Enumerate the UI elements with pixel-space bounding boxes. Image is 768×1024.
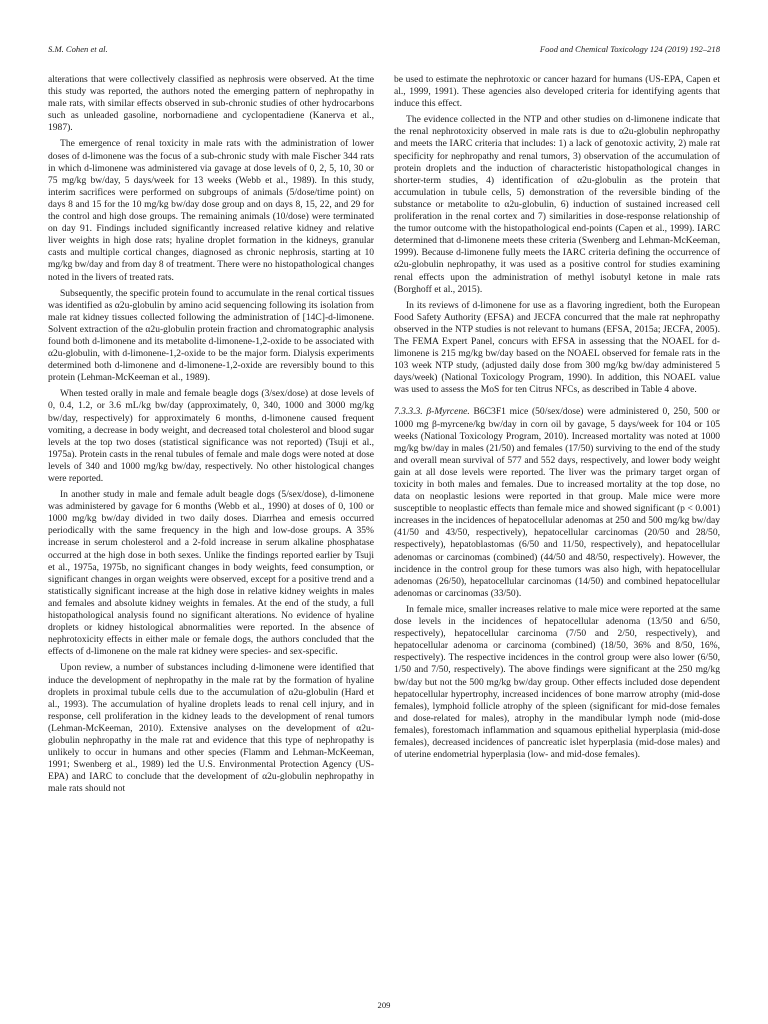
paragraph: In another study in male and female adult beagle dogs (5/sex/dose), d-limonene was administered by gavage for 6 months (Webb et al., 1990) at doses of 0, 100 or 1000 mg/kg bw/day divided in two daily doses. Diarrhea and emesis occurred periodically with the same frequency in the high and low-dose groups. A 35% increase in serum cholesterol and a 2-fold increase in serum alkaline phosphatase occurred at the high dose in both sexes. Unlike the findings reported earlier by Tsuji et al., 1975a, 1975b, no significant changes in body weights, feed consumption, or significant changes in organ weights were observed, except for a positive trend and a statistically significant increase at the high dose in relative kidney weights in males and females and absolute kidney weights in females. At the end of the study, a full histopathological analysis found no significant alterations. No evidence of hyaline droplets or kidney histological abnormalities were reported. In the absence of nephrotoxicity effects in either male or female dogs, the authors concluded that the effects of d-limonene on the male rat kidney were species- and sex-specific. (48, 489, 374, 658)
paragraph: Subsequently, the specific protein found to accumulate in the renal cortical tissues was identified as α2u-globulin by amino acid sequencing following its isolation from male rat kidney tissues collected following the administration of [14C]-d-limonene. Solvent extraction of the α2u-globulin protein fraction and chromatographic analysis found both d-limonene and its metabolite d-limonene-1,2-oxide to be associated with α2u-globulin, with d-limonene-1,2-oxide to be the major form. Dialysis experiments determined both d-limonene and d-limonene-1,2-oxide are reversibly bound to this protein (Lehman-McKeeman et al., 1989). (48, 287, 374, 384)
paragraph: When tested orally in male and female beagle dogs (3/sex/dose) at dose levels of 0, 0.4, 1.2, or 3.6 mL/kg bw/day (approximately, 0, 340, 1000 and 3000 mg/kg bw/day, respectively) for approximately 6 months, d-limonene caused frequent vomiting, a decrease in body weight, and decreased total cholesterol and blood sugar levels at the top two doses (statistical significance was not reported) (Tsuji et al., 1975a). Protein casts in the renal tubules of female and male dogs were noted at dose levels of 340 and 1000 mg/kg bw/day, respectively. No other histological changes were reported. (48, 388, 374, 484)
header-authors: S.M. Cohen et al. (48, 44, 108, 54)
paragraph: The emergence of renal toxicity in male rats with the administration of lower doses of d-limonene was the focus of a sub-chronic study with male Fischer 344 rats in which d-limonene was administered via gavage at dose levels of 0, 2, 5, 10, 30 or 75 mg/kg bw/day, 5 days/week for 13 weeks (Webb et al., 1989). In this study, interim sacrifices were performed on subgroups of animals (5/dose/time point) on days 8 and 15 for the 10 mg/kg bw/day dose group and on days 8, 15, 22, and 29 for the control and high dose groups. The remaining animals (10/dose) were terminated on day 91. Findings included significantly increased relative kidney and relative liver weights in high dose rats; hyaline droplet formation in the kidneys, granular casts and multiple cortical changes, diagnosed as chronic nephrosis, starting at 10 mg/kg bw/day and from day 8 of treatment. There were no histopathological changes noted in the livers of treated rats. (48, 138, 374, 283)
paragraph: The evidence collected in the NTP and other studies on d-limonene indicate that the renal nephrotoxicity observed in male rats is due to α2u-globulin nephropathy and meets the IARC criteria that includes: 1) a lack of genotoxic activity, 2) male rat specificity for nephropathy and renal tumors, 3) observation of the accumulation of protein droplets and the induction of characteristic histopathological changes in shorter-term studies, 4) identification of α2u-globulin as the protein that accumulation in tubule cells, 5) demonstration of the reversible binding of the substance or metabolite to α2u-globulin, 6) induction of sustained increased cell proliferation in the renal cortex and 7) similarities in dose-response relationship of the tumor outcome with the histopathological end-points (Capen et al., 1999). IARC determined that d-limonene meets these criteria (Swenberg and Lehman-McKeeman, 1999). Because d-limonene fully meets the IARC criteria defining the occurrence of α2u-globulin nephropathy, it was used as a positive control for studies examining renal effects upon the administration of methyl isobutyl ketone in male rats (Borghoff et al., 2015). (394, 114, 720, 295)
section-paragraph (394, 406, 720, 600)
right-column (394, 74, 720, 765)
running-header (48, 44, 720, 58)
page-number: 209 (377, 1000, 391, 1010)
left-column (48, 74, 374, 799)
paragraph: alterations that were collectively classified as nephrosis were observed. At the time this study was reported, the authors noted the emerging pattern of nephropathy in male rats, with similar effects observed in sub-chronic studies of other hydrocarbons such as unleaded gasoline, norbornadiene and cyclopentadiene (Kanerva et al., 1987). (48, 74, 374, 134)
paragraph: be used to estimate the nephrotoxic or cancer hazard for humans (US-EPA, Capen et al., 1999, 1991). These agencies also developed criteria for identifying agents that induce this effect. (394, 74, 720, 110)
paragraph: In its reviews of d-limonene for use as a flavoring ingredient, both the European Food Safety Authority (EFSA) and JECFA concurred that the male rat nephropathy observed in the NTP studies is not relevant to humans (EFSA, 2015a; JECFA, 2005). The FEMA Expert Panel, concurs with EFSA in assessing that the NOAEL for d-limonene is 215 mg/kg bw/day based on the NOAEL observed for female rats in the 103 week NTP study, (adjusted daily dose from 300 mg/kg bw/day administered 5 days/week) (National Toxicology Program, 1990). In addition, this NOAEL value was used to assess the MoS for ten Citrus NFCs, as described in Table 4 above. (394, 299, 720, 396)
section-text: B6C3F1 mice (50/sex/dose) were administered 0, 250, 500 or 1000 mg β-myrcene/kg bw/day in corn oil by gavage, 5 days/week for 104 or 105 weeks (National Toxicology Program, 2010). Increased mortality was noted at 1000 mg/kg bw/day in males (21/50) and females (17/50) surviving to the end of the study and overall mean survival of 577 and 552 days, respectively, and lower body weight gain at all dose levels were reported. The liver was the primary target organ of toxicity in both males and females. Due to increased mortality at the top dose, no data on neoplastic lesions were reported in that group. Male mice were more susceptible to neoplastic effects than female mice and showed significant (p < 0.001) increases in the incidences of hepatocellular adenomas at 250 and 500 mg/kg bw/day (41/50 and 43/50, respectively), hepatocellular carcinomas (20/50 and 28/50, respectively), hepatoblastomas (6/50 and 11/50, respectively), and hepatocellular adenomas or carcinomas (combined) (44/50 and 48/50, respectively). However, the incidence in the control group for these tumors was also high, with hepatocellular adenomas (26/50), hepatocellular carcinomas (14/50) and combined hepatocellular adenomas or carcinomas (33/50). (394, 406, 720, 599)
paragraph: In female mice, smaller increases relative to male mice were reported at the same dose levels in the incidences of hepatocellular adenoma (13/50 and 6/50, respectively), hepatocellular carcinoma (7/50 and 2/50, respectively), and hepatocellular adenoma or carcinoma (combined) (18/50, 36% and 8/50, 16%, respectively). The respective incidences in the control group were also lower (6/50, 1/50 and 7/50, respectively). The above findings were significant at the 250 mg/kg bw/day but not the 500 mg/kg bw/day group. Other effects included dose dependent hepatocellular hypertrophy, increased incidences of bone marrow atrophy (mid-dose females), lymphoid follicle atrophy of the spleen (significant for mid-dose females and dose-related for males), atrophy in the mandibular lymph node (mid-dose females), forestomach inflammation and squamous epithelial hyperplasia (mid-dose females), decreased incidences of pancreatic islet hyperplasia (mid-dose males) and of uterine endometrial hyperplasia (low- and mid-dose females). (394, 603, 720, 761)
section-heading: 7.3.3.3. β-Myrcene. (394, 406, 470, 418)
paragraph: Upon review, a number of substances including d-limonene were identified that induce the development of nephropathy in the male rat by the formation of hyaline droplets in proximal tubule cells due to the accumulation of α2u-globulin (Hard et al., 1993). The accumulation of hyaline droplets leads to renal cell injury, and in response, cell proliferation in the kidney leads to the development of renal tumors (Lehman-McKeeman, 2010). Extensive analyses on the development of α2u-globulin nephropathy in the male rat and evidence that this type of nephropathy is unlikely to occur in humans and other species (Flamm and Lehman-McKeeman, 1991; Swenberg et al., 1989) led the U.S. Environmental Protection Agency (US-EPA) and IARC to conclude that the development of α2u-globulin nephropathy in male rats should not (48, 662, 374, 795)
header-journal: Food and Chemical Toxicology 124 (2019) 192–218 (539, 44, 720, 54)
